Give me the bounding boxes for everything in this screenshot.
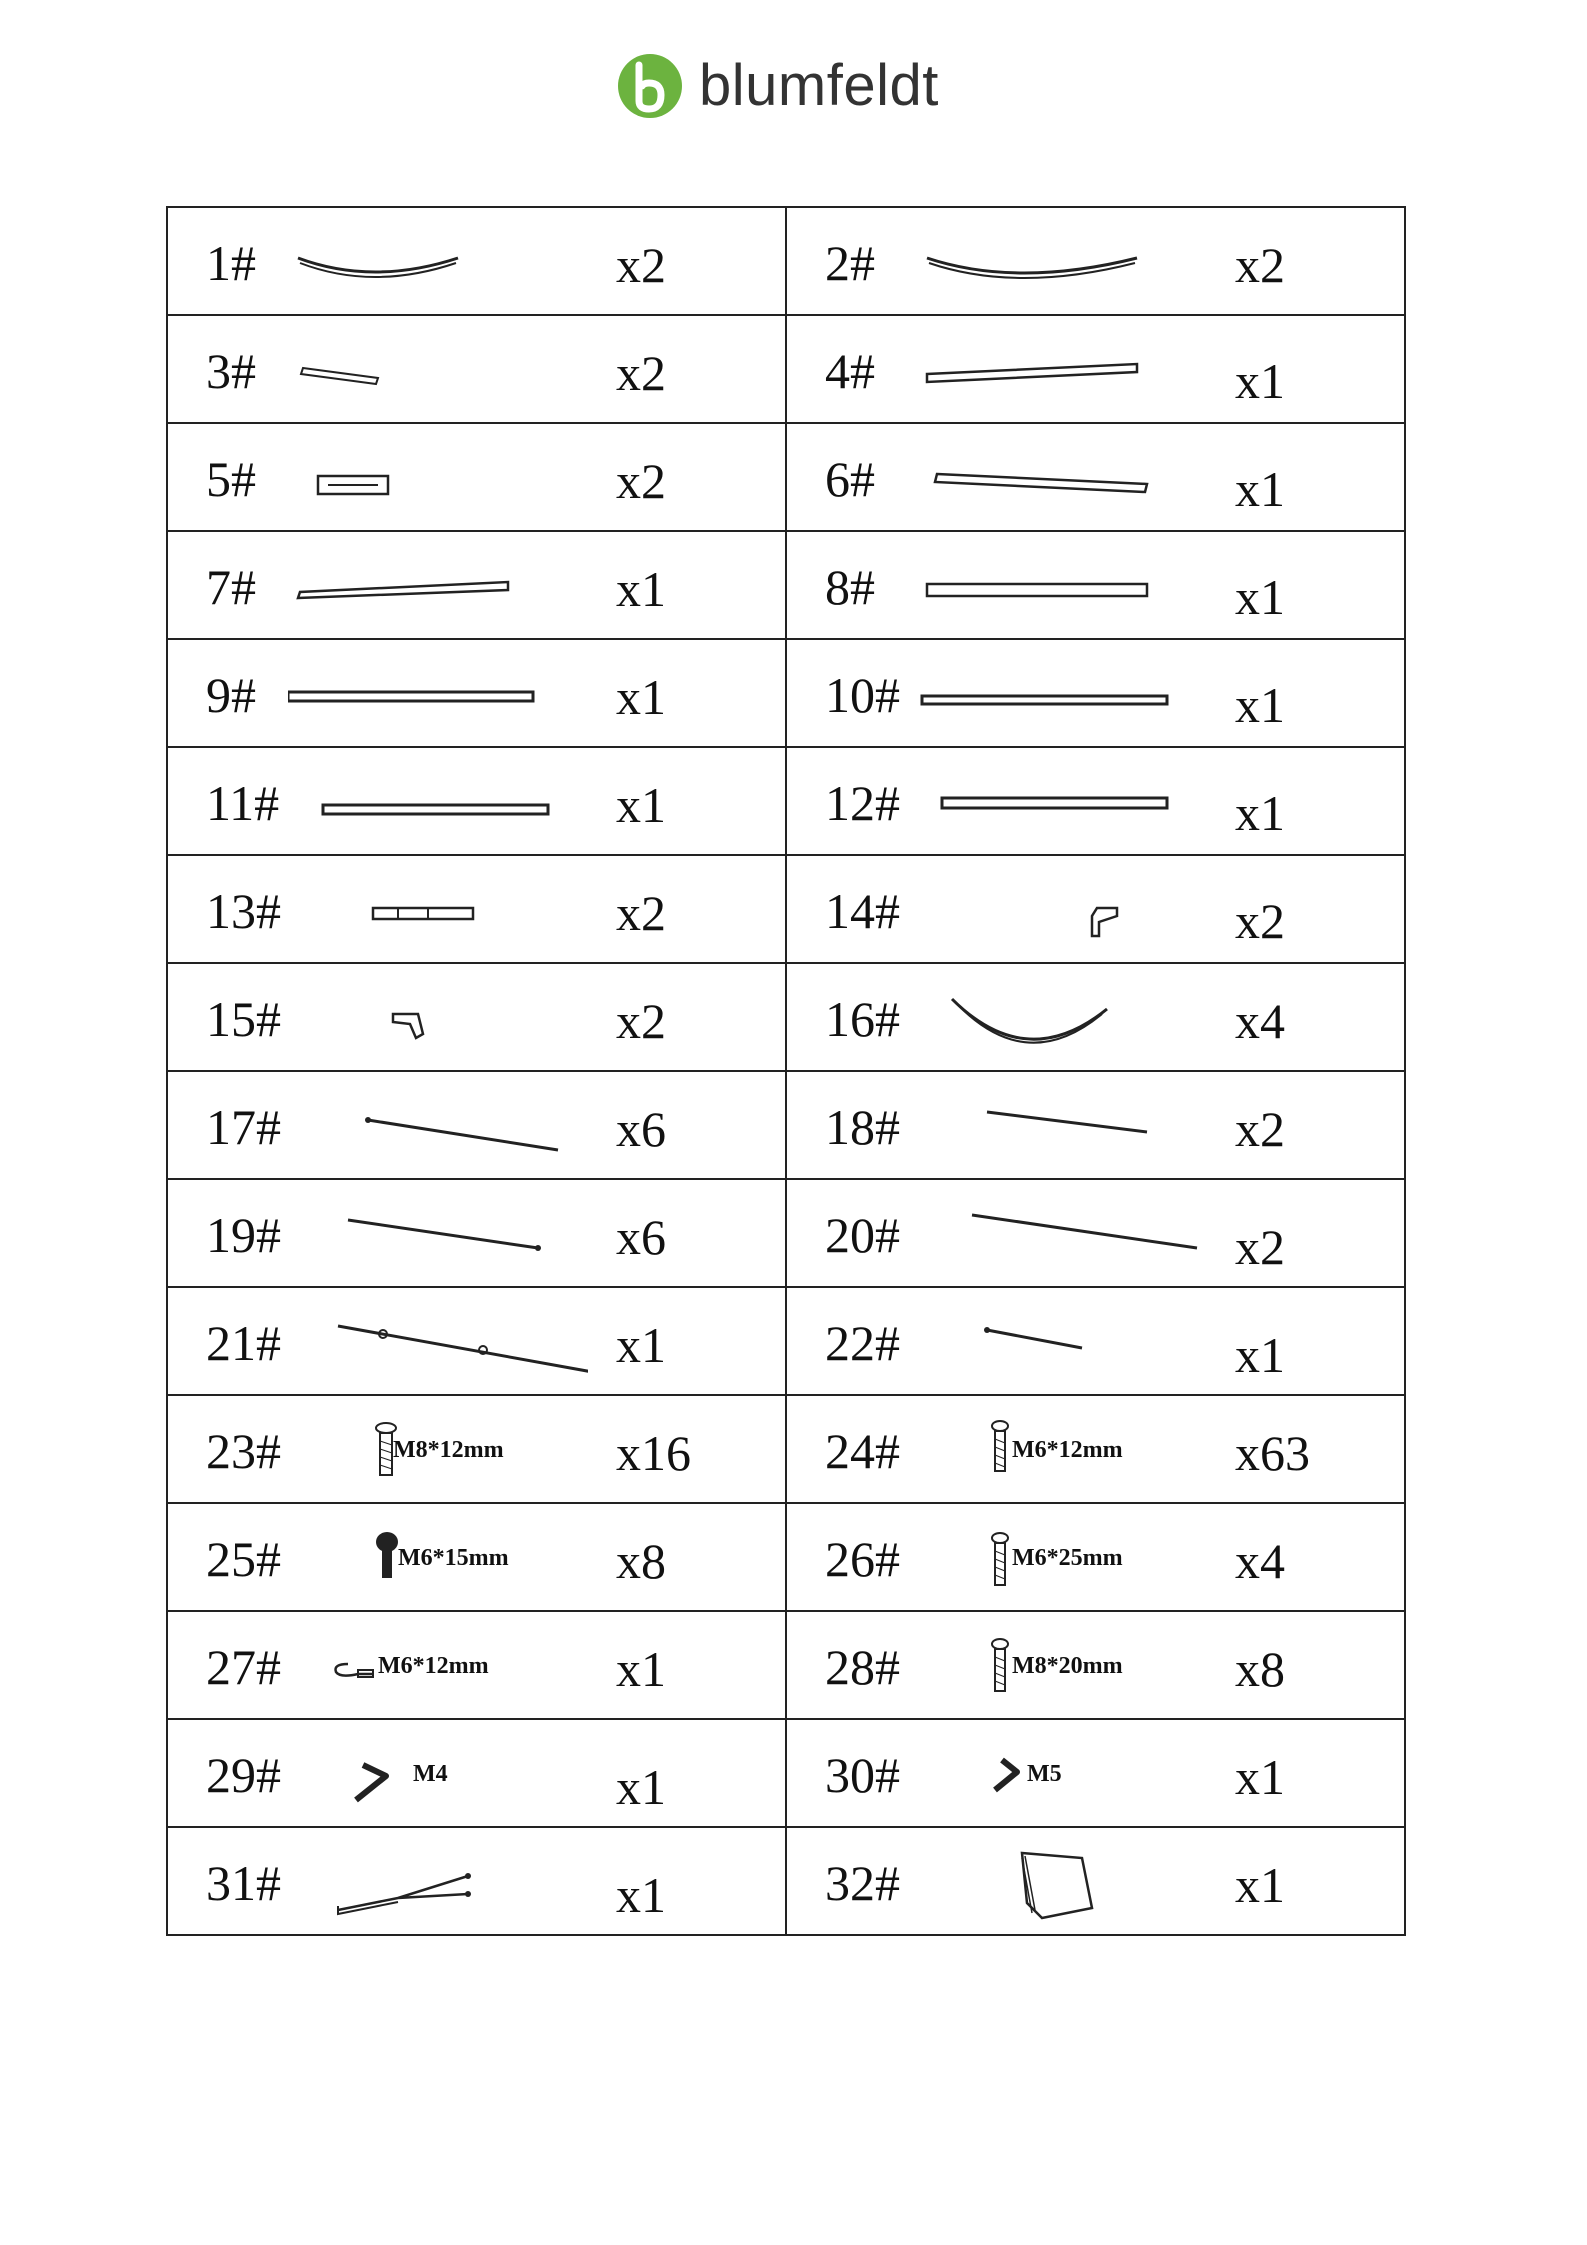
part-cell xyxy=(167,1611,786,1719)
long-bar-icon xyxy=(907,532,1207,638)
part-cell xyxy=(167,1395,786,1503)
part-quantity: x2 xyxy=(616,345,666,401)
part-cell xyxy=(167,1179,786,1287)
brand-logo xyxy=(615,48,939,123)
part-number: 2# xyxy=(825,235,875,291)
long-bar-icon xyxy=(288,640,588,746)
part-number: 3# xyxy=(206,343,256,399)
table-row xyxy=(167,531,1405,639)
part-quantity: x1 xyxy=(616,777,666,833)
table-row xyxy=(167,315,1405,423)
part-cell xyxy=(786,207,1405,315)
part-cell xyxy=(786,423,1405,531)
part-number: 26# xyxy=(825,1531,900,1587)
part-quantity: x1 xyxy=(1235,353,1285,409)
rod-icon xyxy=(907,1180,1207,1286)
part-quantity: x1 xyxy=(616,1641,666,1697)
part-cell xyxy=(786,315,1405,423)
part-spec: M4 xyxy=(413,1761,448,1787)
part-quantity: x1 xyxy=(616,1317,666,1373)
part-number: 23# xyxy=(206,1423,281,1479)
part-spec: M6*12mm xyxy=(1012,1437,1123,1463)
bracket-icon xyxy=(288,964,588,1070)
part-quantity: x8 xyxy=(616,1533,666,1589)
part-cell xyxy=(167,1827,786,1935)
rod-icon xyxy=(907,1072,1207,1178)
table-row xyxy=(167,1503,1405,1611)
part-spec: M6*12mm xyxy=(378,1653,489,1679)
part-quantity: x1 xyxy=(1235,1749,1285,1805)
part-number: 7# xyxy=(206,559,256,615)
part-spec: M6*15mm xyxy=(398,1545,509,1571)
curved-rail-icon xyxy=(288,208,588,314)
curved-rail-icon xyxy=(907,208,1207,314)
part-number: 25# xyxy=(206,1531,281,1587)
part-quantity: x1 xyxy=(1235,461,1285,517)
bracket-icon xyxy=(907,856,1207,962)
part-quantity: x1 xyxy=(1235,1857,1285,1913)
part-number: 21# xyxy=(206,1315,281,1371)
part-cell xyxy=(786,1827,1405,1935)
part-cell xyxy=(167,1503,786,1611)
table-row xyxy=(167,207,1405,315)
table-row xyxy=(167,423,1405,531)
rod-icon xyxy=(288,1288,588,1394)
part-number: 11# xyxy=(206,775,280,831)
part-cell xyxy=(786,639,1405,747)
part-cell xyxy=(786,1071,1405,1179)
table-row xyxy=(167,1611,1405,1719)
part-number: 10# xyxy=(825,667,900,723)
part-number: 5# xyxy=(206,451,256,507)
part-quantity: x1 xyxy=(1235,569,1285,625)
part-cell xyxy=(786,855,1405,963)
part-cell xyxy=(786,1503,1405,1611)
part-spec: M5 xyxy=(1027,1761,1062,1787)
table-row xyxy=(167,1287,1405,1395)
rod-icon xyxy=(288,1072,588,1178)
part-number: 32# xyxy=(825,1855,900,1911)
part-cell xyxy=(167,855,786,963)
part-cell xyxy=(167,963,786,1071)
table-row xyxy=(167,963,1405,1071)
part-quantity: x1 xyxy=(616,561,666,617)
part-quantity: x1 xyxy=(616,1759,666,1815)
table-row xyxy=(167,747,1405,855)
part-quantity: x2 xyxy=(616,993,666,1049)
part-quantity: x1 xyxy=(1235,677,1285,733)
part-number: 19# xyxy=(206,1207,281,1263)
part-number: 6# xyxy=(825,451,875,507)
part-number: 9# xyxy=(206,667,256,723)
part-cell xyxy=(167,423,786,531)
long-bar-icon xyxy=(907,316,1207,422)
part-spec: M6*25mm xyxy=(1012,1545,1123,1571)
part-spec: M8*20mm xyxy=(1012,1653,1123,1679)
blumfeldt-logo-icon xyxy=(615,51,685,121)
part-quantity: x2 xyxy=(1235,1101,1285,1157)
part-cell xyxy=(786,1287,1405,1395)
part-quantity: x2 xyxy=(1235,1219,1285,1275)
part-spec: M8*12mm xyxy=(393,1437,504,1463)
part-number: 29# xyxy=(206,1747,281,1803)
brand-name: blumfeldt xyxy=(699,52,939,118)
part-number: 20# xyxy=(825,1207,900,1263)
plate-icon xyxy=(288,856,588,962)
plate-icon xyxy=(288,424,588,530)
part-number: 1# xyxy=(206,235,256,291)
part-cell xyxy=(167,1287,786,1395)
part-quantity: x1 xyxy=(616,1867,666,1923)
arc-icon xyxy=(907,964,1207,1070)
part-number: 24# xyxy=(825,1423,900,1479)
part-quantity: x1 xyxy=(1235,785,1285,841)
part-quantity: x2 xyxy=(1235,237,1285,293)
table-row xyxy=(167,1719,1405,1827)
part-quantity: x6 xyxy=(616,1209,666,1265)
table-row xyxy=(167,1827,1405,1935)
part-cell xyxy=(167,1719,786,1827)
parts-list-table xyxy=(166,206,1406,1936)
part-number: 30# xyxy=(825,1747,900,1803)
part-number: 17# xyxy=(206,1099,281,1155)
table-row xyxy=(167,1071,1405,1179)
part-quantity: x1 xyxy=(616,669,666,725)
part-number: 13# xyxy=(206,883,281,939)
part-quantity: x8 xyxy=(1235,1641,1285,1697)
table-row xyxy=(167,639,1405,747)
part-quantity: x16 xyxy=(616,1425,691,1481)
part-cell xyxy=(167,747,786,855)
part-cell xyxy=(786,1395,1405,1503)
long-bar-icon xyxy=(907,748,1207,854)
part-quantity: x6 xyxy=(616,1101,666,1157)
part-cell xyxy=(786,531,1405,639)
part-quantity: x2 xyxy=(616,453,666,509)
part-cell xyxy=(167,531,786,639)
rod-icon xyxy=(907,1288,1207,1394)
table-row xyxy=(167,1179,1405,1287)
part-quantity: x4 xyxy=(1235,1533,1285,1589)
part-quantity: x2 xyxy=(1235,893,1285,949)
part-number: 27# xyxy=(206,1639,281,1695)
part-cell xyxy=(167,315,786,423)
part-quantity: x1 xyxy=(1235,1327,1285,1383)
part-quantity: x2 xyxy=(616,237,666,293)
part-cell xyxy=(786,747,1405,855)
part-number: 16# xyxy=(825,991,900,1047)
part-number: 4# xyxy=(825,343,875,399)
table-row xyxy=(167,1395,1405,1503)
long-bar-icon xyxy=(288,532,588,638)
part-number: 8# xyxy=(825,559,875,615)
long-bar-icon xyxy=(907,424,1207,530)
part-cell xyxy=(786,1179,1405,1287)
part-cell xyxy=(786,963,1405,1071)
part-quantity: x63 xyxy=(1235,1425,1310,1481)
short-bar-icon xyxy=(288,316,588,422)
part-cell xyxy=(786,1719,1405,1827)
part-cell xyxy=(786,1611,1405,1719)
part-cell xyxy=(167,207,786,315)
long-bar-icon xyxy=(907,640,1207,746)
part-cell xyxy=(167,1071,786,1179)
part-number: 31# xyxy=(206,1855,281,1911)
fabric-cover-icon xyxy=(907,1828,1207,1934)
part-number: 18# xyxy=(825,1099,900,1155)
part-number: 22# xyxy=(825,1315,900,1371)
part-number: 14# xyxy=(825,883,900,939)
table-row xyxy=(167,855,1405,963)
rod-icon xyxy=(288,1180,588,1286)
part-number: 12# xyxy=(825,775,900,831)
part-quantity: x2 xyxy=(616,885,666,941)
long-bar-icon xyxy=(288,748,588,854)
part-quantity: x4 xyxy=(1235,993,1285,1049)
part-number: 15# xyxy=(206,991,281,1047)
cable-icon xyxy=(288,1828,588,1934)
part-cell xyxy=(167,639,786,747)
part-number: 28# xyxy=(825,1639,900,1695)
